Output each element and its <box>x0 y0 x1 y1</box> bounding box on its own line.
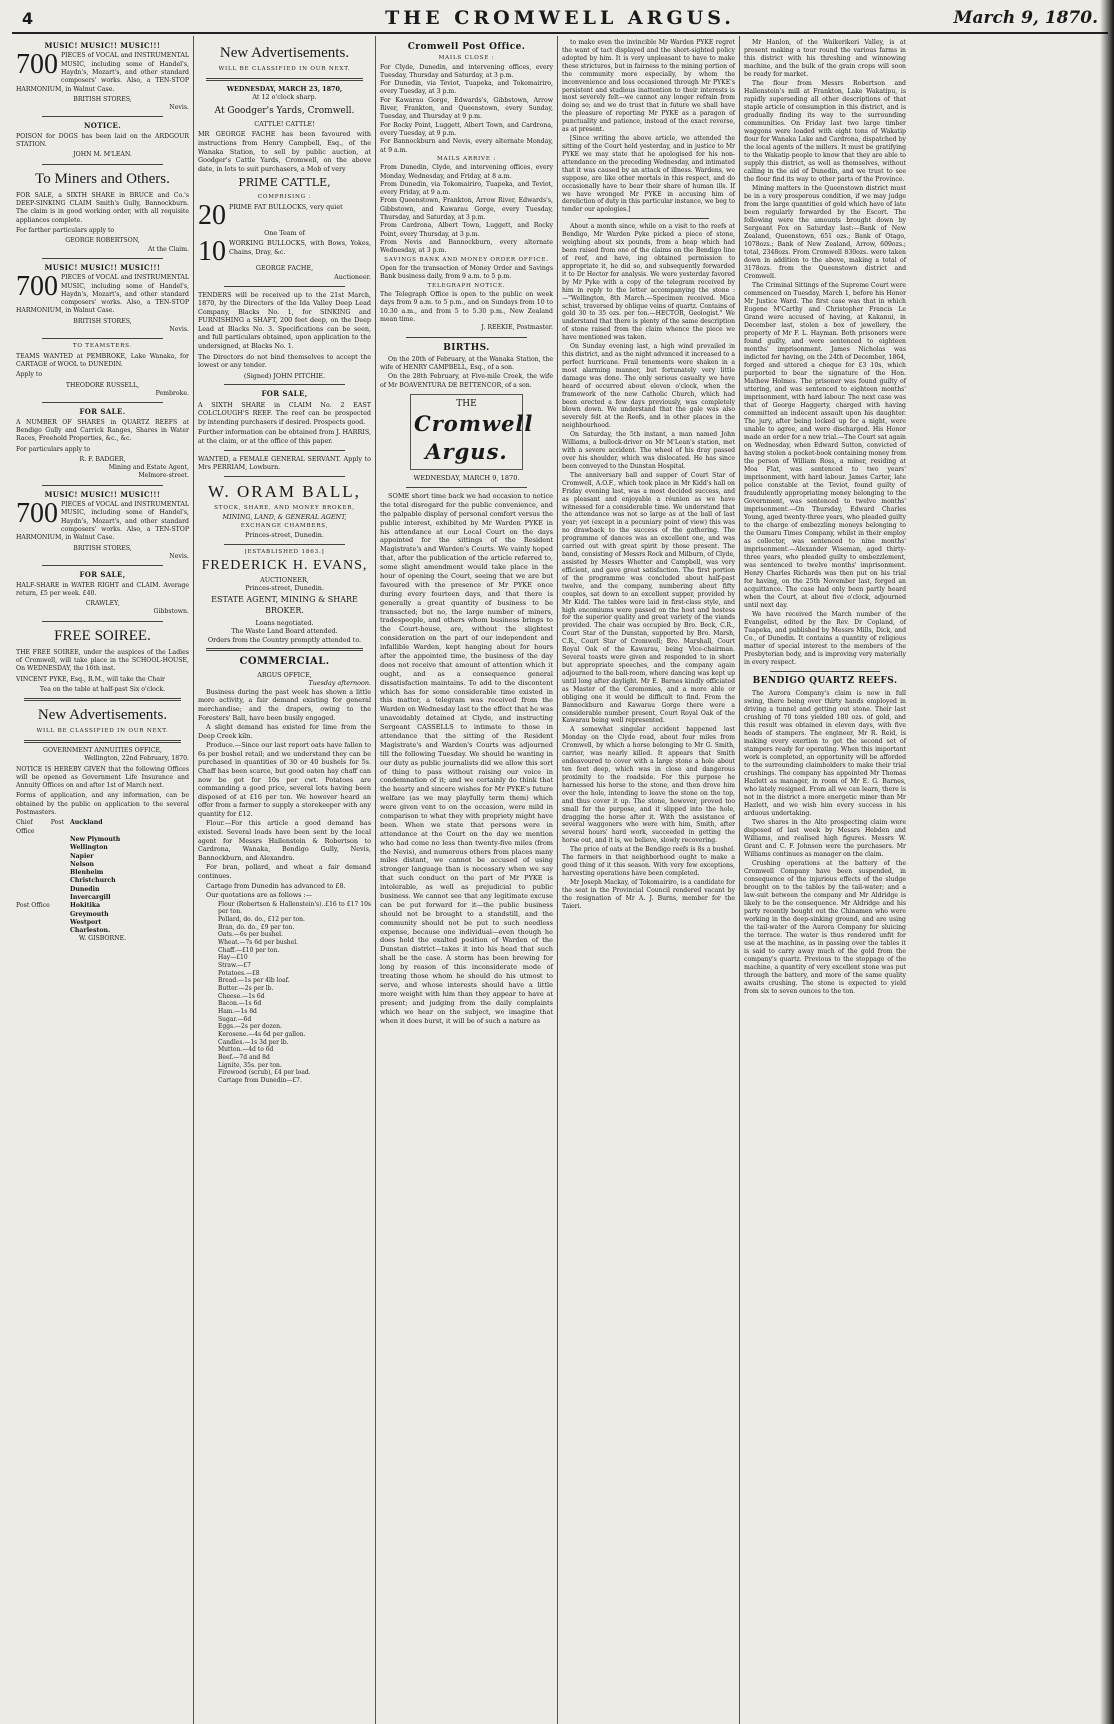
article-paragraph: Mining matters in the Queenstown district must be in a very prosperous condition, if we may judge from the large quantities of gold which have of late been regularly forwarded by the Escort. The following were the amounts brought down by Sergeant Fox on Saturday last:—Bank of New Zealand, Queenstown, 651 ozs.; Bank of Otago, 1078ozs.; Bank of New Zealand, Arrow, 609ozs.; total, 2348ozs. From Cromwell 830ozs. were taken down in addition to the above, making a total of 3178ozs. from the Queenstown district and Cromwell. <box>744 185 906 280</box>
ad-text: VINCENT PYKE, Esq., R.M., will take the Chair <box>16 675 166 683</box>
section-heading: BENDIGO QUARTZ REEFS. <box>752 676 898 686</box>
list-item <box>16 902 189 910</box>
ad-text: TEAMS WANTED at PEMBROKE, Lake Wanaka, for CARTAGE of WOOL to DUNEDIN. <box>16 352 189 369</box>
price-item: Eggs.—2s per dozen. <box>218 1023 282 1031</box>
ad-number: 700 <box>16 498 58 530</box>
ad-signature: THEODORE RUSSELL, <box>65 381 140 389</box>
divider <box>224 544 345 545</box>
divider <box>42 164 163 165</box>
price-item: Straw.—£7 <box>218 962 251 970</box>
sale-place: At Goodger's Yards, Cromwell. <box>214 105 355 116</box>
section-heading: New Advertisements. <box>37 707 168 724</box>
section-heading: BIRTHS. <box>443 342 490 353</box>
ad-role: Auctioneer. <box>334 273 371 281</box>
article-paragraph: [Since writing the above article, we attended the sitting of the Court held yesterday, and in justice to Mr PYKE we may state that he apologised for his non-attendance on the preceding Wednesday, and intimated that it was caused by an attack of illness. Wardens, we suppose, are like other mortals in this respect, and do occasionally have to bear their share of human ills. If we have wronged Mr PYKE in accusing him of dereliction of duty in this particular instance, we beg to tender our apologies.] <box>562 135 735 214</box>
list-item <box>16 911 189 919</box>
ad-number: 700 <box>16 49 58 81</box>
list-value: Napier <box>70 852 94 860</box>
ad-place: Pembroke. <box>155 390 189 398</box>
article-paragraph: The price of oats at the Bendigo reefs is 8s a bushel. The farmers in that neighborhood ought to make a good thing of it this season. With very few exceptions, harvesting operations have been completed. <box>562 846 735 877</box>
ad-text: A NUMBER OF SHARES in QUARTZ REEFS at Bendigo Gully and Carrick Ranges, Shares in Water Races, Freehold Properties, &c., &c. <box>16 418 189 443</box>
list-value: Invercargill <box>70 893 111 901</box>
ad-signature: (Signed) JOHN PITCHIE. <box>243 371 326 380</box>
divider <box>224 476 345 477</box>
ad-heading: To Miners and Others. <box>35 170 170 187</box>
price-item: Bacon.—1s 6d <box>218 1000 262 1008</box>
ad-text: One Team of <box>264 228 305 237</box>
ad-place: EXCHANGE CHAMBERS, <box>240 522 329 529</box>
divider <box>588 218 709 219</box>
article-paragraph: The Aurora Company's claim is now in full swing, there being over thirty hands employed in driving a tunnel and getting out stone. Their last crushing of 70 tons yielded 180 ozs. of gold, and this result was obtained in eleven days, with five heads of stampers. The engineer, Mr R. Reid, is making every exertion to get the second set of stampers ready for operating. When this important work is completed, an opportunity will be afforded to the surrounding claimholders to make their trial crushings. The company has appointed Mr Thomas Hazlett as manager, in room of Mr E. G. Barnes, who lately resigned. From all we can learn, there is not in the district a more energetic miner than Mr Hazlett, and we wish him every success in his arduous undertaking. <box>744 689 906 817</box>
ad-place: Nevis. <box>169 104 189 112</box>
list-item <box>16 853 189 861</box>
article-paragraph: On Saturday, the 5th instant, a man named John Williams, a bullock-driver on Mr M'Lean's station, met with a severe accident. The wheel of his dray passed over his shoulder, which was dislocated. He has since been conveyed to the Dunstan Hospital. <box>562 431 735 470</box>
ad-role: ESTATE AGENT, MINING & SHARE BROKER. <box>211 595 358 615</box>
list-label: Chief Post Office <box>16 819 64 835</box>
lot-item <box>198 236 371 268</box>
price-item: Butter.—2s per lb. <box>218 985 274 993</box>
column-2 <box>194 36 376 1724</box>
music-ad <box>16 498 189 542</box>
divider <box>206 78 363 81</box>
list-item: From Queenstown, Frankton, Arrow River, Edwards's, Gibbstown, and Kawarau Gorge, every Tuesday, Thursday, and Saturday, at 3 p.m. <box>380 197 553 222</box>
paper-nameplate <box>410 394 534 470</box>
ad-place: Mining and Estate Agent, <box>108 464 189 472</box>
ad-heading: W. ORAM BALL, <box>208 481 361 501</box>
column-5 <box>740 36 922 1724</box>
price-item: Cheese.—1s 6d <box>218 992 265 1000</box>
column-1 <box>12 36 194 1724</box>
sale-time: At 12 o'clock sharp. <box>252 93 317 102</box>
notice-text: POISON for DOGS has been laid on the ARDGOUR STATION. <box>16 132 189 149</box>
ad-store: BRITISH STORES, <box>73 317 132 325</box>
ad-place: Nevis. <box>169 552 189 560</box>
notice-signature: J. REEKIE, Postmaster. <box>481 324 553 332</box>
article-paragraph: Business during the past week has shown a little more activity, a fair demand existing for general merchandise; and the drapers, owing to the Foresters' Ball, have been busily engaged. <box>198 687 371 722</box>
article-paragraph: Flour.—For this article a good demand has existed. Several loads have been sent by the local agent for Messrs Hallenstein & Robertson to Cardrona, Wanaka, Bendigo Gully, Nevis, Bannockburn, and Alexandra. <box>198 819 371 862</box>
price-item: Wheat.—7s 6d per bushel. <box>218 939 299 947</box>
ad-heading: FOR SALE, <box>261 389 308 399</box>
ad-text: PIECES of VOCAL and INSTRUMENTAL MUSIC, including some of Handel's, Haydn's, Mozart's, and other standard composers' works. Also, a TEN-STOP HARMONIUM, in Walnut Case. <box>16 501 189 542</box>
divider <box>42 621 163 622</box>
ad-heading: FOR SALE. <box>79 407 126 417</box>
ad-signature: R. F. BADGER, <box>79 455 126 463</box>
ad-signature: GEORGE FACHE, <box>255 264 314 273</box>
list-item <box>16 869 189 877</box>
nameplate-the: THE <box>456 398 477 409</box>
list-item: From Dunedin, via Tokomairiro, Tuapeka, and Teviot, every Friday, at 9 a.m. <box>380 180 553 197</box>
nameplate-title: Cromwell Argus. <box>414 410 534 464</box>
ad-text: Loans negotiated. <box>255 618 314 627</box>
sale-date: WEDNESDAY, MARCH 23, 1870, <box>226 84 343 93</box>
ad-role: AUCTIONEER, <box>260 575 309 584</box>
list-item <box>16 836 189 844</box>
list-item <box>16 927 189 935</box>
section-subheading: WILL BE CLASSIFIED IN OUR NEXT. <box>36 728 169 735</box>
birth-notice: On the 20th of February, at the Wanaka Station, the wife of HENRY CAMPBELL, Esq., of a son. <box>380 355 553 371</box>
notice-text: The Telegraph Office is open to the public on week days from 9 a.m. to 5 p.m., and on Sundays from 10 to 10.30 a.m., and from 5 to 5.30 p.m., New Zealand mean time. <box>380 291 553 323</box>
list-item <box>16 886 189 894</box>
list-value: Auckland <box>70 819 103 827</box>
newspaper-title: THE CROMWELL ARGUS. <box>385 7 735 29</box>
divider <box>42 116 163 117</box>
article-paragraph: Produce.—Since our last report oats have fallen to 6s per bushel retail; and we understand they can be purchased in quantities of 30 or 40 bushels for 5s. Chaff has been scarce, but good oaten hay chaff can now be got for 10s per cwt. Potatoes are commanding a good price, several lots having been disposed of at £16 per ton. We however heard an offer from a farmer to supply a storekeeper with any quantity for £12. <box>198 741 371 818</box>
price-item: Chaff.—£10 per ton. <box>218 946 280 954</box>
ad-date: Tuesday afternoon. <box>308 679 371 688</box>
list-value: Nelson <box>70 860 95 868</box>
ad-heading: CATTLE! CATTLE! <box>254 119 315 128</box>
divider <box>24 740 181 743</box>
list-item: For Kawarau Gorge, Edwards's, Gibbstown, Arrow River, Frankton, and Queenstown, every Sunday, Tuesday, and Thursday at 9 p.m. <box>380 96 553 121</box>
nameplate-date: WEDNESDAY, MARCH 9, 1870. <box>413 474 520 483</box>
price-item: Beef.—7d and 8d <box>218 1054 270 1062</box>
list-value: Blenheim <box>70 869 104 877</box>
ad-heading: TO TEAMSTERS. <box>72 343 133 350</box>
ad-signature: GEORGE ROBERTSON, <box>65 237 140 245</box>
list-item <box>16 919 189 927</box>
ad-text: Forms of application, and any information, can be obtained by the public on application to the several Postmasters. <box>16 792 189 817</box>
article-paragraph: Mr Joseph Mackay, of Tokomairiro, is a candidate for the seat in the Provincial Council rendered vacant by the resignation of Mr A. J. Burns, member for the Taieri. <box>562 878 735 910</box>
list-value: Hokitika <box>70 902 101 910</box>
editorial-paragraph: SOME short time back we had occasion to notice the total disregard for the public convenience, and the palpable display of personal comfort versus the public interest, exhibited by Mr Warden PYKE in his attendance at our Local Court on the days appointed for the sittings of the Resident Magistrate's and Warden's Courts. We vainly hoped that, after the publication of the article referred to, some slight amendment would take place in the hour of opening the Court, seeing that we are but favoured with the presence of Mr PYKE once during every fourteen days, and that there is generally a great quantity of business to be transacted; but no, the large number of miners, tradespeople, and others whom business brings to the Court-house, are, without the slightest consideration on the part of our independent and infallible Warden, kept hanging about for hours after the appointed time, the business of the day does not receive that amount of attention which it ought, and as a consequence general dissatisfaction maintains. To add to the discontent which has for some considerable time existed in this matter, a telegram was received from the Warden on Wednesday last to the effect that he was unavoidably detained at Clyde, and instructing Sergeant CASSELLS to intimate to those in attendance that the sitting of the Resident Magistrate's and Warden's Courts was adjourned till the following Tuesday. We should be wanting in our duty as public journalists did we allow this sort of thing to pass without raising our voice in condemnation of it; and we certainly do think that the hearty and sincere wishes for Mr PYKE's future welfare (as we may playfully term them) which were given vent to on the occasion, were mild in comparison to what they with propriety might have been. When we state that persons were in attendance at the Court on the day we mention who had come no less than twenty-five miles (from the Nevis), and numerous others from places many miles distant, we cannot be accused of using stronger language than is necessary when we say that such conduct on the part of Mr PYKE is intolerable, as well as prejudicial to public business. We cannot see that any legitimate excuse can be put forward for it—the public business should not be brought to a standstill, and the community should not be put to such needless expense, because one individual—even though he does hold the exalted position of Warden of the Dunstan district—takes it into his head that such shall be the case. A storm has been brewing for long by reason of this inconsiderate mode of treating those whom he should do his utmost to serve, and whose interests should have a little more weight with him than they appear to have at present; and judging from the daily complaints which we hear on the subject, we imagine that when it does burst, it will be of such a nature as <box>380 491 553 1025</box>
list-value: Christchurch <box>70 877 116 885</box>
ad-place: ARGUS OFFICE, <box>257 670 312 679</box>
price-item: Lignite, 35s. per ton. <box>218 1061 282 1069</box>
list-item: For Clyde, Dunedin, and intervening offices, every Tuesday, Thursday and Saturday, at 3 p.m. <box>380 63 553 79</box>
article-paragraph: We have received the March number of the Evangelist, edited by the Rev. Dr Copland, of Tuapeka, and published by Messrs Mills, Dick, and Co., of Dunedin. It contains a quantity of religious matter of special interest to the members of the Presbyterian body, and is improving very materially in every respect. <box>744 611 906 666</box>
divider <box>206 648 363 651</box>
list-item: For Dunedin, via Teviot, Tuapeka, and Tokomairiro, every Tuesday, at 3 p.m. <box>380 80 553 96</box>
article-paragraph: Two shares in the Alto prospecting claim were disposed of last week by Messrs Hebden and Williams, and realised high figures. Messrs W. Grant and C. F. Johnson were the purchasers. Mr Williams continues as manager on the claim. <box>744 818 906 858</box>
article-paragraph: On Sunday evening last, a high wind prevailed in this district, and as the night advanced it increased to a perfect hurricane. Frail tenements were shaken in a most alarming manner, but fortunately very little damage was done. The only serious casualty we have heard of occurred about eleven o'clock, when the framework of the new Catholic Church, which had been erected a few days previously, was completely blown down. We understand that the gale was also severely felt at the Reefs, and in other places in the neighbourhood. <box>562 343 735 430</box>
list-item: For Bannockburn and Nevis, every alternate Monday, at 9 a.m. <box>380 138 553 154</box>
ad-signature: W. GISBORNE. <box>78 935 127 943</box>
price-item: Oats.—6s per bushel. <box>218 931 283 939</box>
ad-place: Nevis. <box>169 326 189 334</box>
lot-text: PRIME FAT BULLOCKS, very quiet <box>229 203 343 212</box>
divider <box>42 565 163 566</box>
price-item: Pollard, do. do., £12 per ton. <box>218 916 305 923</box>
section-subheading: MAILS CLOSE : <box>438 55 495 62</box>
divider <box>406 487 527 488</box>
divider <box>224 286 345 287</box>
issue-date: March 9, 1870. <box>953 8 1098 28</box>
article-paragraph: The flour from Messrs Robertson and Hallenstein's mill at Frankton, Lake Wakatipu, is rapidly superseding all other descriptions of that staple article of consumption in this district, and is gradually finding its way to the surrounding communities. On Friday last two large timber waggons were loaded with eight tons of Wakatip flour for Wanaka Lake and Cardrona, dispatched by the local agents of the millers. It must be gratifying to the Wakatip people to know that they are able to supply this district, as well as themselves, without calling in the aid of Dunedin, and we trust to see the flour find its way to other parts of the Province. <box>744 80 906 183</box>
music-ad <box>16 271 189 315</box>
lot-text: WORKING BULLOCKS, with Bows, Yokes, Chains, Dray, &c. <box>229 239 371 256</box>
price-item: Firewood (scrub), £4 per load. <box>218 1069 311 1077</box>
ad-text: HALF-SHARE in WATER RIGHT and CLAIM. Average return, £5 per week. £40. <box>16 581 189 597</box>
article-paragraph: Crushing operations at the battery of the Cromwell Company have been suspended, in consequence of the injurious effects of the sludge brought on to the tables by the tail-water; and a law-suit between the company and Mr Aldridge is likely to be the consequence. Mr Aldridge and his party recently bought out the Chinamen who were working in the deep-sinking ground, and are using the tail-water of the Aurora Company for sluicing the terrace. The water is thus rendered unfit for use at the machine, as in passing over the tables it is said to carry away much of the gold from the company's quartz. Previous to the stoppage of the machine, a quantity of very excellent stone was put through the battery, and more of the same quality awaits crushing. The stone is expected to yield from six to seven ounces to the ton. <box>744 859 906 995</box>
section-subheading: MAILS ARRIVE : <box>437 155 496 162</box>
ad-heading: FREDERICK H. EVANS, <box>201 558 368 574</box>
section-heading: New Advertisements. <box>219 45 350 61</box>
ad-place: Gibbstown. <box>153 608 189 616</box>
price-item: Sugar.—6d <box>218 1015 252 1023</box>
ad-text: For particulars apply to <box>16 445 91 453</box>
article-paragraph: Mr Hanlon, of the Waikerikeri Valley, is at present making a tour round the various farms in this district with his threshing and winnowing machine, and the bulk of the grain crops will soon be ready for market. <box>744 39 906 78</box>
ad-heading: MUSIC! MUSIC!! MUSIC!!! <box>44 489 161 499</box>
divider <box>224 384 345 385</box>
ad-heading: FREE SOIREE. <box>54 627 151 644</box>
ad-place: Princes-street, Dunedin. <box>245 531 324 540</box>
price-item: Flour (Robertson & Hallenstein's)..£16 to £17 10s per ton. <box>218 900 371 916</box>
ad-text: A SIXTH SHARE in CLAIM No. 2 EAST COLCLOUGH'S REEF. The reef can be prospected by intending purchasers if desired. Prospects good. <box>198 400 371 426</box>
ad-heading: MUSIC! MUSIC!! MUSIC!!! <box>44 262 161 272</box>
ad-text: For farther particulars apply to <box>16 227 115 234</box>
list-label: Post Office <box>16 902 50 910</box>
lot-number: 10 <box>198 236 226 268</box>
office-list <box>16 819 189 935</box>
divider <box>42 338 163 339</box>
list-item: From Dunedin, Clyde, and intervening offices, every Monday, Wednesday, and Friday, at 8 a.m. <box>380 164 553 180</box>
ad-place: At the Claim. <box>147 245 189 253</box>
ad-text: PIECES of VOCAL and INSTRUMENTAL MUSIC, including some of Handel's, Haydn's, Mozart's, and other standard composers' works. Also, a TEN-STOP HARMONIUM, in Walnut Case. <box>16 274 189 315</box>
price-item: Ham.—1s 8d <box>218 1008 257 1016</box>
list-value: Westport <box>70 918 102 926</box>
list-item <box>16 877 189 885</box>
ad-heading: NOTICE. <box>83 121 122 131</box>
ad-text: PIECES of VOCAL and INSTRUMENTAL MUSIC, including some of Handel's, Haydn's, Mozart's, and other standard composers' works. Also, a TEN-STOP HARMONIUM, in Walnut Case. <box>16 52 189 93</box>
ad-role: MINING, LAND, & GENERAL AGENT, <box>222 513 347 522</box>
article-paragraph: The Criminal Sittings of the Supreme Court were commenced on Tuesday, March 1, before his Honor Mr Justice Ward. The first case was that in which Eugene M'Carthy and Christopher Francis Le Grand were accused of having, at Kakanui, in December last, stolen a box of jewellery, the property of Mr F. L. Hayman. Both prisoners were found guilty, and were sentenced to eighteen months' imprisonment. James Nicholas was indicted for having, on the 24th of December, 1864, forged and uttered a cheque for £3 10s, which purported to bear the signature of the Hon. Mathew Holmes. The prisoner was found guilty of uttering, and was sentenced to eighteen months' imprisonment, with hard labour. The next case was that of George Haggerty, charged with having committed an indecent assault upon his daughter. The jury, after being locked up for a night, were unable to agree, and were discharged. His Honor made an order for a new trial.—The Court sat again on Wednesday, when Edward Sutton, convicted of having stolen a pocket-book containing money from the person of William Ross, a miner, residing at Moa Flat, was sentenced to two years' imprisonment, with hard labour. James Carter, late police constable at the Teviot, found guilty of fraudulently appropriating money belonging to the Government, was sentenced to twelve months' imprisonment.—On Thursday, Edward Charles Young, aged twenty-three years, who pleaded guilty to the charge of embezzling moneys belonging to the Oamaru Times Company, whilst in their employ as collector, was sentenced to nine months' imprisonment.—Alexander Wiseman, aged thirty-three years, who pleaded guilty to embezzlement, was sentenced to twelve months' imprisonment. Henry Charles Richards was then put on his trial for having, on the 25th November last, forged an acquittance. The case had only been partly heard when the Court, at about five o'clock, adjourned until next day. <box>744 282 906 609</box>
ad-number: 700 <box>16 271 58 303</box>
ad-text: Tea on the table at half-past Six o'clock. <box>39 686 166 694</box>
ad-heading: MUSIC! MUSIC!! MUSIC!!! <box>44 41 161 50</box>
article-paragraph: A somewhat singular accident happened last Monday on the Clyde road, about four miles from Cromwell, by which a horse belonging to Mr G. Smith, carrier, was nearly killed. It appears that Smith endeavoured to cover with a large stone a hole about ten feet deep, which was in close and dangerous proximity to the roadside. For this purpose he harnessed his horse to the stone, and then drove him over the hole, intending to leave the stone on the top, and thus cover it up. The stone, however, proved too small for the purpose, and it slipped into the hole, dragging the horse after it. With the assistance of several waggoners who were with him, Smith, after several hours' hard work, succeeded in getting the horse out, and it is, we believe, slowly recovering. <box>562 726 735 845</box>
notice-signature: JOHN M. M'LEAN. <box>73 151 132 159</box>
binding-edge-shadow <box>1100 0 1114 1724</box>
divider <box>42 485 163 486</box>
price-item: Bread.—1s per 4lb loaf. <box>218 977 290 985</box>
columns <box>12 36 1108 1724</box>
list-item <box>16 819 189 836</box>
ad-store: BRITISH STORES, <box>73 95 132 103</box>
ad-text: FOR SALE, a SIXTH SHARE in BRUCE and Co.'s DEEP-SINKING CLAIM Smith's Gully, Bannockburn. The claim is in good working order, with all requisite appliances complete. <box>16 191 189 224</box>
list-value: Greymouth <box>70 910 109 918</box>
list-value: New Plymouth <box>70 835 121 843</box>
column-4 <box>558 36 740 1724</box>
article-paragraph: to make even the invincible Mr Warden PYKE regret the want of tact displayed and the short-sighted policy adopted by him. It is very unpleasant to have to make these strictures, but in fairness to the mining portion of the community more especially, by whom the inconvenience and loss occasioned through Mr PYKE's persistent and studious inattention to their interests is most severely felt—we cannot any longer refrain from doing so; and we do trust that in future we shall have the pleasure of reporting Mr PYKE as a paragon of punctuality and patience, instead of the exact reverse, as at present. <box>562 39 735 134</box>
ad-text: THE FREE SOIREE, under the auspices of the Ladies of Cromwell, will take place in the SCHOOL-HOUSE, On WEDNESDAY, the 16th inst. <box>16 648 189 673</box>
ad-heading: PRIME CATTLE, <box>238 176 331 190</box>
ad-heading: GOVERNMENT ANNUITIES OFFICE, <box>43 746 162 754</box>
column-3 <box>376 36 558 1724</box>
list-value: Charleston. <box>70 927 111 935</box>
music-ad <box>16 49 189 93</box>
ad-text: MR GEORGE FACHE has been favoured with instructions from Henry Campbell, Esq., of the Wanaka Station, to sell by public auction, at Goodger's Cattle Yards, Cromwell, on the above date, in lots to suit purchasers, a Mob of very <box>198 130 371 173</box>
divider <box>224 450 345 451</box>
divider <box>42 402 163 403</box>
section-subheading: TELEGRAPH NOTICE. <box>427 282 506 289</box>
price-item: Mutton.—4d to 6d <box>218 1046 274 1054</box>
article-paragraph: Our quotations are as follows :— <box>206 891 313 900</box>
price-list <box>198 901 371 1085</box>
list-item: From Nevis and Bannockburn, every alternate Wednesday, at 3 p.m. <box>380 238 553 255</box>
ad-signature: CRAWLEY, <box>85 600 120 608</box>
article-paragraph: A slight demand has existed for lime from the Deep Creek kiln. <box>198 723 371 740</box>
ad-role: STOCK, SHARE, AND MONEY BROKER, <box>214 504 355 511</box>
ad-date: Wellington, 22nd February, 1870. <box>84 755 189 763</box>
ad-subheading: COMPRISING : <box>257 193 312 200</box>
price-item: Potatoes.—£8 <box>218 969 260 977</box>
section-heading: Cromwell Post Office. <box>407 42 526 52</box>
list-item <box>16 861 189 869</box>
ad-place: Princes-street, Dunedin. <box>245 584 324 593</box>
divider <box>406 337 527 338</box>
price-item: Kerosene.—4s 6d per gallon. <box>218 1031 306 1039</box>
list-item: From Cardrona, Albert Town, Luggett, and Rocky Point, every Thursday, at 3 p.m. <box>380 222 553 238</box>
notice-text: Open for the transaction of Money Order and Savings Bank business daily, from 9 a.m. to 5 p.m. <box>380 265 553 281</box>
article-paragraph: About a month since, while on a visit to the reefs at Bendigo, Mr Warden Pyke picked a piece of stone, weighing about six pounds, from a heap which had been raised from one of the claims on the Bendigo line of reef, and have, ing obtained permission to appropriate it, he did so, and subsequently forwarded it to Dr Hector for analysis. We were yesterday favored by Mr Pyke with a copy of the telegram received by him in reply to the letter accompanying the stone :—"Wellington, 8th March.—Specimen received. Mica schist, traversed by oblique veins of quartz. Contains of gold 30 to 35 ozs. per ton.—HECTOR, Geologist." We understand that there is plenty of the same description of stone raised from the claim whence the piece we have mentioned was taken. <box>562 223 735 342</box>
page-number: 4 <box>22 8 34 28</box>
list-value: Dunedin <box>70 885 100 893</box>
divider <box>42 258 163 259</box>
divider <box>770 671 880 672</box>
section-subheading: WILL BE CLASSIFIED IN OUR NEXT. <box>218 66 351 73</box>
lot-item <box>198 200 371 232</box>
article-paragraph: For bran, pollard, and wheat a fair demand continues. <box>198 863 371 880</box>
masthead <box>12 4 1108 34</box>
ad-established: [ESTABLISHED 1863.] <box>244 548 325 555</box>
list-item <box>16 844 189 852</box>
ad-text: NOTICE IS HEREBY GIVEN that the following Offices will be opened as Government Life Insurance and Annuity Offices on and after 1st of March next. <box>16 765 189 790</box>
divider <box>24 698 181 701</box>
article-paragraph: The anniversary ball and supper of Court Star of Cromwell, A.O.F., which took place in Mr Kidd's hall on Friday evening last, was a most decided success, and as pleasant and enjoyable a réunion as we have witnessed for a considerable time. We understand that the attendance was not so large as at the ball of last year; yet (except in a pecuniary point of view) this was no drawback to the success of the gathering. The programme of dances was an excellent one, and was carried out with great spirit by those present. The band, consisting of Messrs Rock and Milburn, of Clyde, assisted by Messrs Whetter and Campbell, was very efficient, and gave great satisfaction. The first portion of the programme was concluded about half-past twelve, and the company, numbering about fifty couples, sat down to an excellent supper, provided by Mr Kidd. The tables were laid in first-class style, and high encomiums were passed on the host and hostess for the superior quality and great variety of the viands provided. The chair was occupied by Bro. Beck, C.R., Court Star of the Dunstan, supported by Bro. Marsh, C.R., Court Star of Cromwell; Bro. Marshall, Court Royal Oak of the Kawarau, being Vice-chairman. Several toasts were given and responded to in short but appropriate speeches, and the company again adjourned to the ball-room, where dancing was kept up until long after daylight. Mr E. Barnes kindly officiated as Master of the Ceremonies, and a more able or obliging one it would be difficult to find. From the Bannockburn and Kawarau Gorge there were a considerable number present, Court Royal Oak of the Kawarau being well represented. <box>562 471 735 725</box>
ad-text: Further information can be obtained from J. HARRIS, at the claim, or at the office of this paper. <box>198 428 371 446</box>
ad-text: The Waste Land Board attended. <box>231 627 338 636</box>
birth-notice: On the 28th February, at Five-mile Creek, the wife of Mr BOAVENTURA DE BETTENCOR, of a son. <box>380 373 553 389</box>
ad-heading: FOR SALE, <box>79 570 126 580</box>
ad-text: WANTED, a FEMALE GENERAL SERVANT. Apply to Mrs PERRIAM, Lowburn. <box>198 454 371 472</box>
list-value: Wellington <box>70 844 108 852</box>
list-item: For Rocky Point, Luggett, Albert Town, and Cardrona, every Tuesday, at 9 p.m. <box>380 121 553 137</box>
ad-text: Apply to <box>16 371 43 379</box>
lot-number: 20 <box>198 200 226 232</box>
ad-text: Orders from the Country promptly attended to. <box>207 635 362 644</box>
section-subheading: SAVINGS BANK AND MONEY ORDER OFFICE. <box>384 256 549 263</box>
ad-text: The Directors do not bind themselves to accept the lowest or any tender. <box>198 352 371 370</box>
ad-store: BRITISH STORES, <box>73 544 132 552</box>
price-item: Cartage from Dunedin—£7. <box>218 1077 302 1085</box>
price-item: Bran, do. do., £9 per ton. <box>218 923 295 931</box>
section-heading: COMMERCIAL. <box>239 656 330 668</box>
list-item <box>16 894 189 902</box>
price-item: Candles.—1s 3d per lb. <box>218 1038 289 1046</box>
price-item: Hay—£10 <box>218 954 248 962</box>
article-paragraph: Cartage from Dunedin has advanced to £8. <box>206 881 346 890</box>
ad-text: TENDERS will be received up to the 21st March, 1870, by the Directors of the Ida Valley Deep Lead Company, Blacks No. 1, for SINKING and FURNISHING a SHAFT, 200 feet deep, on the Deep Lead at Blacks No. 3. Specifications can be seen, and full particulars obtained, upon application to the undersigned, at Blacks No. 1. <box>198 290 371 351</box>
ad-place: Melmore-street. <box>138 472 189 480</box>
